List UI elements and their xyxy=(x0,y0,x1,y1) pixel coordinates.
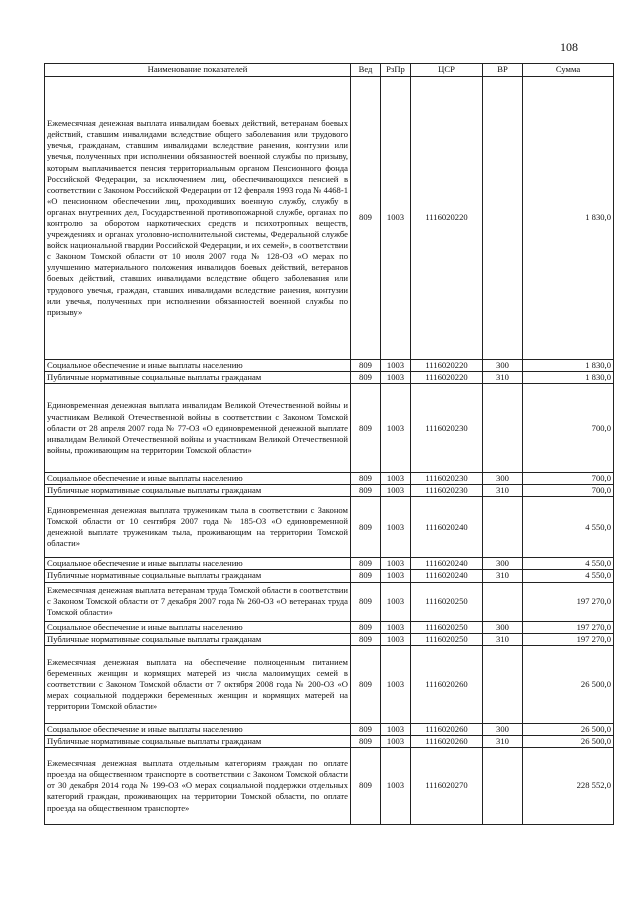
cell-sum: 1 830,0 xyxy=(523,360,614,372)
cell-ved: 809 xyxy=(351,633,381,645)
cell-vr: 300 xyxy=(483,360,523,372)
table-row xyxy=(45,735,614,747)
cell-ved: 809 xyxy=(351,735,381,747)
table-row xyxy=(45,645,614,723)
cell-sum: 197 270,0 xyxy=(523,633,614,645)
cell-name: Социальное обеспечение и иные выплаты населению xyxy=(45,360,351,372)
table-row xyxy=(45,360,614,372)
header-name: Наименование показателей xyxy=(45,64,351,77)
cell-rzpr: 1003 xyxy=(381,633,411,645)
cell-vr xyxy=(483,77,523,360)
cell-ved: 809 xyxy=(351,747,381,824)
cell-ved: 809 xyxy=(351,621,381,633)
cell-ved: 809 xyxy=(351,384,381,473)
header-rzpr: РзПр xyxy=(381,64,411,77)
cell-ved: 809 xyxy=(351,723,381,735)
cell-rzpr: 1003 xyxy=(381,645,411,723)
cell-sum: 26 500,0 xyxy=(523,645,614,723)
cell-name: Публичные нормативные социальные выплаты гражданам xyxy=(45,570,351,582)
table-row xyxy=(45,384,614,473)
cell-rzpr: 1003 xyxy=(381,570,411,582)
cell-csr: 1116020230 xyxy=(411,485,483,497)
cell-name: Социальное обеспечение и иные выплаты населению xyxy=(45,558,351,570)
cell-vr: 310 xyxy=(483,735,523,747)
cell-name: Ежемесячная денежная выплата ветеранам труда Томской области в соответствии с Законом Томской области от 7 декабря 2007 года № 260-ОЗ «О ветеранах труда Томской области» xyxy=(45,582,351,621)
cell-csr: 1116020260 xyxy=(411,735,483,747)
cell-ved: 809 xyxy=(351,372,381,384)
header-ved: Вед xyxy=(351,64,381,77)
cell-rzpr: 1003 xyxy=(381,497,411,558)
cell-sum: 228 552,0 xyxy=(523,747,614,824)
cell-vr xyxy=(483,384,523,473)
cell-ved: 809 xyxy=(351,360,381,372)
cell-vr xyxy=(483,582,523,621)
cell-vr xyxy=(483,747,523,824)
cell-vr: 300 xyxy=(483,558,523,570)
table-row xyxy=(45,77,614,360)
header-vr: ВР xyxy=(483,64,523,77)
header-csr: ЦСР xyxy=(411,64,483,77)
cell-vr: 310 xyxy=(483,633,523,645)
cell-name: Ежемесячная денежная выплата инвалидам боевых действий, ветеранам боевых действий, ставшим инвалидами вследствие общего заболевания или трудового увечья, гражданам, ставшим инвалидами вследствие ранения, контузии или увечья, полученных при исполнении обязанностей военной службы по призыву, которым выплачивается пенсия территориальным органом Пенсионного фонда Российской Федерации, за исключением лиц, обеспечивающихся пенсией в соответствии с Законом Российской Федерации от 12 февраля 1993 года № 4468-1 «О пенсионном обеспечении лиц, проходивших военную службу, службу в органах внутренних дел, Государственной противопожарной службе, органах по контролю за оборотом наркотических средств и психотропных веществ, учреждениях и органах уголовно-исполнительной системы, Федеральной службе войск национальной гвардии Российской Федерации, и их семей», в соответствии с Законом Томской области от 10 июля 2007 года № 128-ОЗ «О мерах по улучшению материального положения инвалидов боевых действий, ветеранов боевых действий, ставших инвалидами вследствие общего заболевания или трудового увечья, граждан, ставших инвалидами вследствие ранения, контузии или увечья, полученных при исполнении обязанностей военной службы по призыву» xyxy=(45,77,351,360)
cell-rzpr: 1003 xyxy=(381,621,411,633)
cell-name: Социальное обеспечение и иные выплаты населению xyxy=(45,473,351,485)
table-row xyxy=(45,723,614,735)
cell-ved: 809 xyxy=(351,473,381,485)
table-header-row xyxy=(45,64,614,77)
cell-vr xyxy=(483,497,523,558)
cell-sum: 26 500,0 xyxy=(523,735,614,747)
cell-csr: 1116020250 xyxy=(411,621,483,633)
cell-rzpr: 1003 xyxy=(381,558,411,570)
cell-ved: 809 xyxy=(351,582,381,621)
cell-vr: 300 xyxy=(483,723,523,735)
cell-ved: 809 xyxy=(351,570,381,582)
cell-name: Единовременная денежная выплата инвалидам Великой Отечественной войны и участникам Великой Отечественной войны в соответствии с Законом Томской области от 28 апреля 2007 года № 77-ОЗ «О единовременной денежной выплате инвалидам Великой Отечественной войны и участникам Великой Отечественной войны, проживающим на территории Томской области» xyxy=(45,384,351,473)
cell-ved: 809 xyxy=(351,558,381,570)
cell-name: Публичные нормативные социальные выплаты гражданам xyxy=(45,735,351,747)
cell-rzpr: 1003 xyxy=(381,360,411,372)
cell-csr: 1116020270 xyxy=(411,747,483,824)
cell-rzpr: 1003 xyxy=(381,77,411,360)
cell-sum: 700,0 xyxy=(523,485,614,497)
cell-name: Ежемесячная денежная выплата отдельным категориям граждан по оплате проезда на общественном транспорте в соответствии с Законом Томской области от 30 декабря 2014 года № 199-ОЗ «О мерах социальной поддержки отдельных категорий граждан, проживающих на территории Томской области, по оплате проезда на общественном транспорте» xyxy=(45,747,351,824)
page-number: 108 xyxy=(560,40,578,54)
cell-csr: 1116020240 xyxy=(411,570,483,582)
table-row xyxy=(45,558,614,570)
cell-ved: 809 xyxy=(351,497,381,558)
cell-vr: 310 xyxy=(483,570,523,582)
table-row xyxy=(45,582,614,621)
table-row xyxy=(45,633,614,645)
cell-vr: 310 xyxy=(483,372,523,384)
cell-name: Публичные нормативные социальные выплаты гражданам xyxy=(45,372,351,384)
cell-csr: 1116020250 xyxy=(411,633,483,645)
cell-sum: 4 550,0 xyxy=(523,570,614,582)
cell-vr: 310 xyxy=(483,485,523,497)
cell-sum: 4 550,0 xyxy=(523,558,614,570)
table-row xyxy=(45,485,614,497)
cell-csr: 1116020220 xyxy=(411,372,483,384)
cell-csr: 1116020220 xyxy=(411,77,483,360)
cell-vr: 300 xyxy=(483,473,523,485)
table-row xyxy=(45,747,614,824)
cell-sum: 4 550,0 xyxy=(523,497,614,558)
cell-name: Социальное обеспечение и иные выплаты населению xyxy=(45,723,351,735)
cell-csr: 1116020260 xyxy=(411,723,483,735)
table-row xyxy=(45,473,614,485)
cell-csr: 1116020240 xyxy=(411,558,483,570)
cell-rzpr: 1003 xyxy=(381,473,411,485)
cell-sum: 700,0 xyxy=(523,473,614,485)
cell-sum: 197 270,0 xyxy=(523,582,614,621)
cell-sum: 197 270,0 xyxy=(523,621,614,633)
cell-rzpr: 1003 xyxy=(381,735,411,747)
cell-name: Единовременная денежная выплата труженикам тыла в соответствии с Законом Томской области от 10 сентября 2007 года № 185-ОЗ «О единовременной денежной выплате труженикам тыла, проживающим на территории Томской области» xyxy=(45,497,351,558)
cell-ved: 809 xyxy=(351,77,381,360)
cell-rzpr: 1003 xyxy=(381,485,411,497)
cell-vr: 300 xyxy=(483,621,523,633)
cell-name: Ежемесячная денежная выплата на обеспечение полноценным питанием беременных женщин и кормящих матерей из числа малоимущих семей в соответствии с Законом Томской области от 7 октября 2008 года № 200-ОЗ «О мерах социальной поддержки беременных женщин и кормящих матерей на территории Томской области» xyxy=(45,645,351,723)
cell-rzpr: 1003 xyxy=(381,582,411,621)
cell-name: Публичные нормативные социальные выплаты гражданам xyxy=(45,633,351,645)
table-row xyxy=(45,372,614,384)
cell-ved: 809 xyxy=(351,485,381,497)
cell-vr xyxy=(483,645,523,723)
cell-csr: 1116020230 xyxy=(411,473,483,485)
cell-sum: 26 500,0 xyxy=(523,723,614,735)
header-sum: Сумма xyxy=(523,64,614,77)
cell-rzpr: 1003 xyxy=(381,372,411,384)
budget-table xyxy=(44,63,614,825)
cell-csr: 1116020230 xyxy=(411,384,483,473)
cell-sum: 700,0 xyxy=(523,384,614,473)
table-row xyxy=(45,621,614,633)
cell-name: Социальное обеспечение и иные выплаты населению xyxy=(45,621,351,633)
cell-rzpr: 1003 xyxy=(381,723,411,735)
cell-csr: 1116020250 xyxy=(411,582,483,621)
cell-name: Публичные нормативные социальные выплаты гражданам xyxy=(45,485,351,497)
table-row xyxy=(45,497,614,558)
cell-ved: 809 xyxy=(351,645,381,723)
cell-csr: 1116020220 xyxy=(411,360,483,372)
table-row xyxy=(45,570,614,582)
cell-csr: 1116020260 xyxy=(411,645,483,723)
cell-sum: 1 830,0 xyxy=(523,77,614,360)
cell-csr: 1116020240 xyxy=(411,497,483,558)
cell-rzpr: 1003 xyxy=(381,747,411,824)
cell-sum: 1 830,0 xyxy=(523,372,614,384)
cell-rzpr: 1003 xyxy=(381,384,411,473)
